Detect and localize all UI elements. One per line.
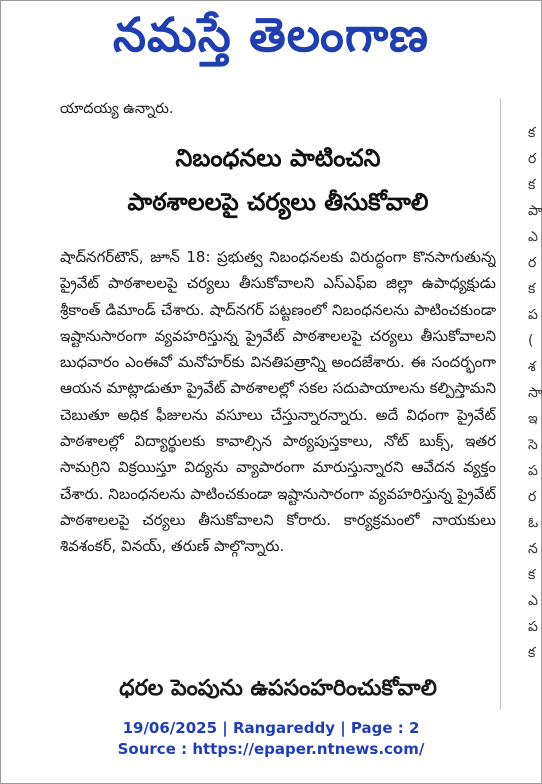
side-glyph: ఓ [528, 515, 539, 531]
side-glyph: ర [528, 151, 537, 167]
dateline: షాద్‌నగర్‌టౌన్, జూన్ 18: [60, 248, 211, 266]
footer [0, 718, 542, 760]
next-article-headline: ధరల పెంపును ఉపసంహరించుకోవాలి [119, 676, 437, 701]
adjacent-column-fragment [528, 120, 542, 680]
side-glyph: ప [528, 619, 538, 635]
side-glyph: క [528, 645, 536, 661]
footer-date-edition: 19/06/2025 | Rangareddy | Page : 2 [122, 719, 420, 737]
side-glyph: సె [528, 437, 538, 453]
side-glyph: ర [528, 255, 537, 271]
side-glyph: ప [528, 307, 538, 323]
footer-source: Source : https://epaper.ntnews.com/ [117, 740, 425, 758]
article-text: ప్రభుత్వ నిబంధనలకు విరుద్ధంగా కొనసాగుతున్న ప్రైవేట్ పాఠశాలలపై చర్యలు తీసుకోవాలని ఎస్ఎఫ్ఐ జిల్లా ఉపాధ్యక్షుడు శ్రీకాంత్ డిమాండ్ చేశారు. షాద్‌నగర్ పట్టణంలో నిబంధనలను పాటించకుండా ఇష్టానుసారంగా వ్యవహరిస్తున్న ప్రైవేట్ పాఠశాలలపై చర్యలు తీసుకోవాలని బుధవారం ఎంఈవో మనోహర్‌కు వినతిపత్రాన్ని అందజేశారు. ఈ సందర్భంగా ఆయన మాట్లాడుతూ ప్రైవేట్ పాఠశాలల్లో సకల సదుపాయాలను కల్పిస్తామని చెబుతూ అధిక ఫీజులను వసూలు చేస్తున్నారన్నారు. అదే విధంగా ప్రైవేట్ పాఠశాలల్లో విద్యార్థులకు కావాల్సిన పాఠ్యపుస్తకాలు, నోట్ బుక్స్, ఇతర సామగ్రిని విక్రయిస్తూ విద్యను వ్యాపారంగా మారుస్తున్నారని ఆవేదన వ్యక్తం చేశారు. నిబంధనలను పాటించకుండా ఇష్టానుసారంగా వ్యవహరిస్తున్న ప్రైవేట్ పాఠశాలలపై చర్యలు తీసుకోవాలని కోరారు. కార్యక్రమంలో నాయకులు శివశంకర్, వినయ్, తరుణ్ పాల్గొన్నారు. [60, 248, 496, 556]
article-body [60, 244, 496, 560]
side-glyph: శ [528, 359, 536, 375]
side-glyph: క [528, 281, 536, 297]
side-glyph: క [528, 177, 536, 193]
side-glyph: ఎ [528, 593, 538, 609]
side-glyph: క [528, 125, 536, 141]
side-glyph: ర [528, 489, 537, 505]
side-glyph: న [528, 541, 538, 557]
newspaper-logo: నమస్తే తెలంగాణ [113, 8, 429, 63]
side-glyph: ఇ [528, 411, 538, 427]
side-glyph: ప [528, 463, 538, 479]
headline-line-2: పాఠశాలలపై చర్యలు తీసుకోవాలి [127, 188, 429, 216]
side-glyph: ఎ [528, 229, 538, 245]
column-divider [500, 98, 501, 710]
side-glyph: పా [528, 203, 542, 219]
side-glyph: ( [528, 333, 534, 349]
side-glyph: సా [528, 385, 542, 401]
headline-line-1: నిబంధనలు పాటించని [175, 144, 381, 172]
article-column [60, 96, 496, 716]
side-glyph: క [528, 567, 536, 583]
lead-line: యాదయ్య ఉన్నారు. [60, 101, 174, 117]
masthead [0, 0, 542, 72]
